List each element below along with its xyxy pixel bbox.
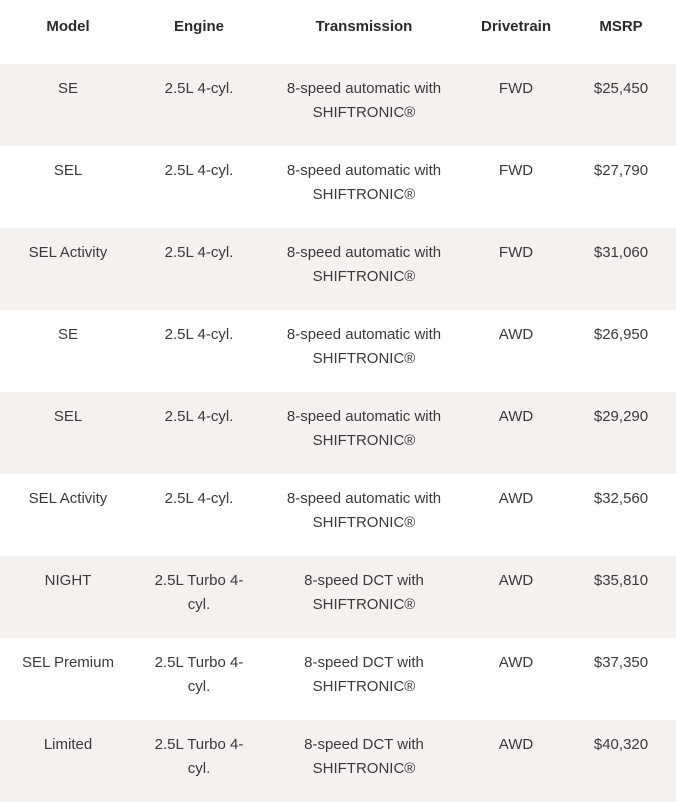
cell-drivetrain: FWD: [498, 244, 534, 261]
cell-msrp: $40,320: [593, 736, 649, 753]
cell-msrp: $29,290: [593, 408, 649, 425]
cell-drivetrain: AWD: [498, 654, 534, 671]
cell-transmission: 8-speed automatic with SHIFTRONIC®: [286, 162, 442, 203]
cell-model: Limited: [43, 736, 93, 753]
header-model: Model: [46, 18, 90, 35]
cell-model: SEL: [53, 408, 83, 425]
cell-engine: 2.5L 4-cyl.: [164, 244, 234, 261]
cell-engine: 2.5L Turbo 4-cyl.: [154, 572, 244, 613]
cell-transmission: 8-speed automatic with SHIFTRONIC®: [286, 80, 442, 121]
cell-drivetrain: AWD: [498, 326, 534, 343]
table-row: [0, 720, 676, 802]
cell-drivetrain: FWD: [498, 162, 534, 179]
cell-drivetrain: AWD: [498, 736, 534, 753]
cell-msrp: $26,950: [593, 326, 649, 343]
cell-drivetrain: AWD: [498, 572, 534, 589]
cell-msrp: $25,450: [593, 80, 649, 97]
cell-drivetrain: FWD: [498, 80, 534, 97]
cell-drivetrain: AWD: [498, 408, 534, 425]
cell-transmission: 8-speed automatic with SHIFTRONIC®: [286, 490, 442, 531]
cell-msrp: $32,560: [593, 490, 649, 507]
cell-transmission: 8-speed automatic with SHIFTRONIC®: [286, 326, 442, 367]
cell-model: SE: [57, 326, 78, 343]
cell-model: SEL: [53, 162, 83, 179]
header-drivetrain: Drivetrain: [480, 18, 552, 35]
cell-transmission: 8-speed automatic with SHIFTRONIC®: [286, 408, 442, 449]
table-row: [0, 392, 676, 474]
cell-transmission: 8-speed DCT with SHIFTRONIC®: [304, 654, 424, 695]
cell-engine: 2.5L 4-cyl.: [164, 326, 234, 343]
cell-engine: 2.5L Turbo 4-cyl.: [154, 736, 244, 777]
header-engine: Engine: [173, 18, 224, 35]
table-row: [0, 64, 676, 146]
cell-msrp: $31,060: [593, 244, 649, 261]
cell-model: SEL Activity: [28, 244, 108, 261]
cell-msrp: $35,810: [593, 572, 649, 589]
table-header: [0, 0, 676, 64]
table-row: [0, 228, 676, 310]
cell-transmission: 8-speed automatic with SHIFTRONIC®: [286, 244, 442, 285]
cell-transmission: 8-speed DCT with SHIFTRONIC®: [304, 736, 424, 777]
cell-model: SE: [57, 80, 78, 97]
cell-msrp: $37,350: [593, 654, 649, 671]
cell-model: SEL Premium: [22, 654, 114, 671]
cell-engine: 2.5L 4-cyl.: [164, 490, 234, 507]
table-row: [0, 638, 676, 720]
header-transmission: Transmission: [315, 18, 413, 35]
cell-model: SEL Activity: [28, 490, 108, 507]
cell-engine: 2.5L 4-cyl.: [164, 162, 234, 179]
cell-engine: 2.5L 4-cyl.: [164, 80, 234, 97]
cell-msrp: $27,790: [593, 162, 649, 179]
cell-drivetrain: AWD: [498, 490, 534, 507]
table-row: [0, 146, 676, 228]
cell-engine: 2.5L 4-cyl.: [164, 408, 234, 425]
cell-model: NIGHT: [44, 572, 92, 589]
header-msrp: MSRP: [599, 18, 643, 35]
cell-transmission: 8-speed DCT with SHIFTRONIC®: [304, 572, 424, 613]
cell-engine: 2.5L Turbo 4-cyl.: [154, 654, 244, 695]
table-row: [0, 556, 676, 638]
table-row: [0, 310, 676, 392]
table-row: [0, 474, 676, 556]
